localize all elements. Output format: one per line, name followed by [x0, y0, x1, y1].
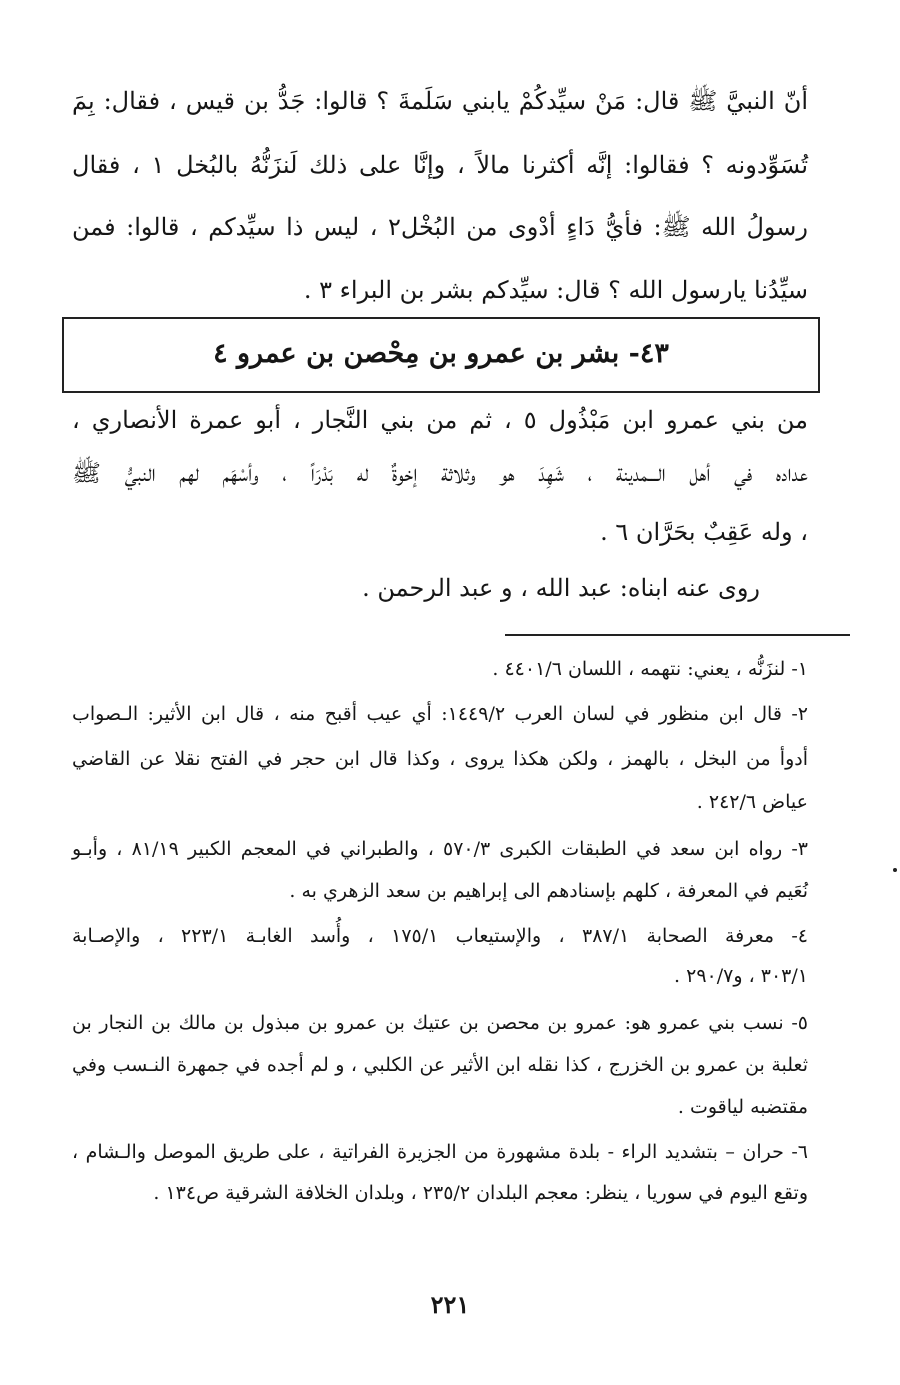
footnote-2-line-2: أدوأ من البخل ، بالهمز ، ولكن هكذا يروى ، وكذا قال ابن حجر في الفتح نقلا عن القاضي	[72, 748, 808, 770]
footnote-4-line-2: ٣٠٣/١ ، و٢٩٠/٧ .	[674, 965, 808, 987]
biography-line-4: روى عنه ابناه: عبد الله ، و عبد الرحمن .	[362, 574, 760, 602]
footnote-2-line-3: عياض ٢٤٢/٦ .	[696, 791, 808, 813]
biography-line-1: من بني عمرو ابن مَبْذُول ٥ ، ثم من بني النَّجار ، أبو عمرة الأنصاري ،	[72, 406, 809, 434]
footnote-6-line-1: ٦- حران – بتشديد الراء - بلدة مشهورة من الجزيرة الفراتية ، على طريق الموصل والـشام ،	[72, 1141, 808, 1163]
biography-line-2: عداده في أهل الـــمدينة ، شَهِدَ هو وثلاثة إخوةٌ له بَدْرَاً ، وأسْهَم لهم النبيُّ ﷺ	[72, 459, 808, 487]
biography-line-3: ، وله عَقِبٌ بحَرَّان ٦ .	[600, 518, 808, 546]
footnote-3-line-1: ٣- رواه ابن سعد في الطبقات الكبرى ٥٧٠/٣ ، والطبراني في المعجم الكبير ٨١/١٩ ، وأبـو	[72, 838, 808, 860]
footnote-5-line-3: مقتضبه لياقوت .	[677, 1096, 808, 1118]
main-text-line-3: رسولُ الله ﷺ: فأيُّ دَاءٍ أدْوى من البُخْل٢ ، ليس ذا سيِّدكم ، قالوا: فمن	[72, 213, 808, 241]
main-text-line-4: سيِّدُنا يارسول الله ؟ قال: سيِّدكم بشر بن البراء ٣ .	[303, 276, 808, 304]
main-text-line-1: أنّ النبيَّ ﷺ قال: مَنْ سيِّدكُمْ يابني سَلَمةَ ؟ قالوا: جَدُّ بن قيس ، فقال: بِمَ	[72, 87, 808, 115]
page-number: ٢٢١	[430, 1290, 470, 1319]
footnote-separator	[505, 634, 850, 636]
footnote-1-line-1: ١- لنزَنُّه ، يعني: نتهمه ، اللسان ٤٤٠١/٦ .	[492, 658, 808, 680]
footnote-6-line-2: وتقع اليوم في سوريا ، ينظر: معجم البلدان ٢٣٥/٢ ، وبلدان الخلافة الشرقية ص١٣٤ .	[153, 1182, 808, 1204]
scan-speck	[893, 868, 897, 872]
footnote-4-line-1: ٤- معرفة الصحابة ٣٨٧/١ ، والإستيعاب ١٧٥/١ ، وأُسد الغابـة ٢٢٣/١ ، والإصـابة	[72, 925, 808, 947]
footnote-5-line-2: ثعلبة بن عمرو بن الخزرج ، كذا نقله ابن الأثير عن الكلبي ، و لم أجده في جمهرة النـسب وفي	[72, 1054, 808, 1076]
footnote-5-line-1: ٥- نسب بني عمرو هو: عمرو بن محصن بن عتيك بن عمرو بن مبذول بن مالك بن النجار بن	[72, 1012, 808, 1034]
footnote-3-line-2: نُعَيم في المعرفة ، كلهم بإسنادهم الى إبراهيم بن سعد الزهري به .	[289, 880, 808, 902]
entry-heading-box	[62, 317, 820, 393]
footnote-2-line-1: ٢- قال ابن منظور في لسان العرب ١٤٤٩/٢: أي عيب أقبح منه ، قال ابن الأثير: الـصواب	[72, 703, 808, 725]
entry-heading: ٤٣- بشر بن عمرو بن مِحْصن بن عمرو ٤	[213, 338, 669, 369]
main-text-line-2: تُسَوِّدونه ؟ فقالوا: إنَّه أكثرنا مالاً ، وإنَّا على ذلك لَنزَنُّهُ بالبُخل ١ ، فقال	[72, 151, 808, 179]
